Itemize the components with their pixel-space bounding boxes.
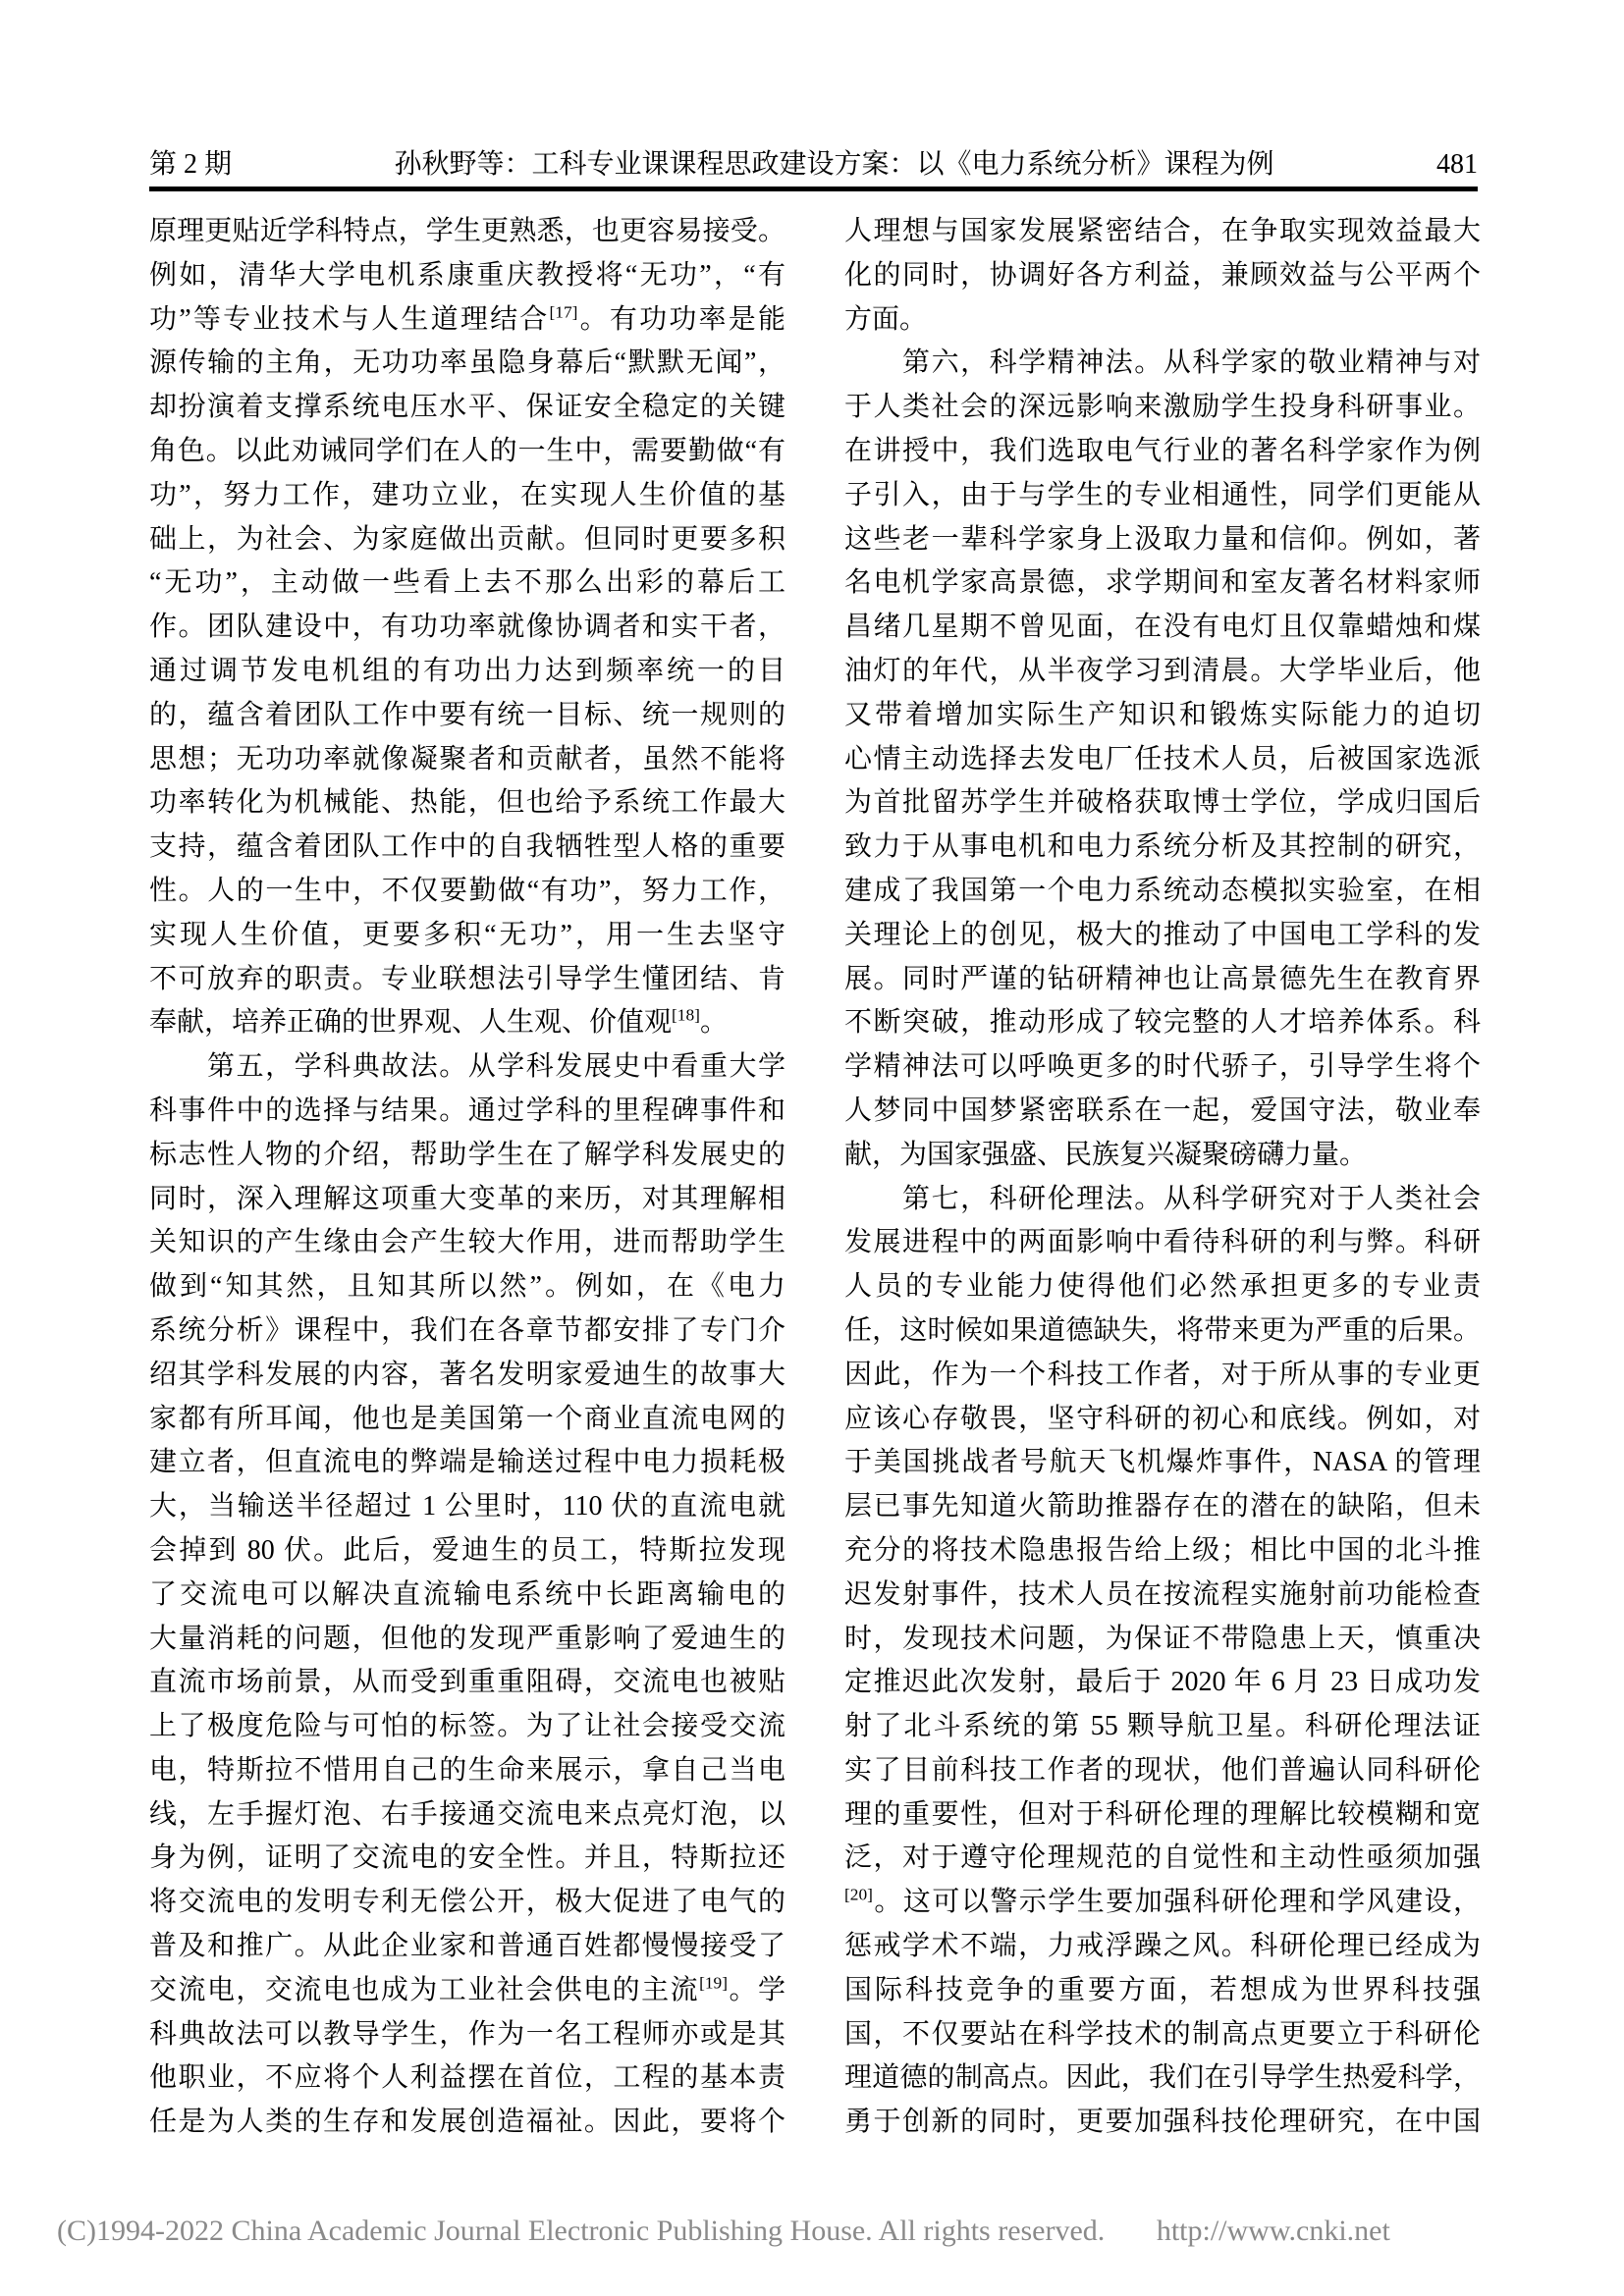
text-line: 勇于创新的同时，更要加强科技伦理研究，在中国 xyxy=(844,2107,1481,2138)
citation-ref: [20] xyxy=(844,1885,873,1904)
text-line: 支持，蕴含着团队工作中的自我牺牲型人格的重要 xyxy=(149,831,785,863)
text-line: 心情主动选择去发电厂任技术人员，后被国家选派 xyxy=(844,743,1481,774)
text-line: 泛，对于遵守伦理规范的自觉性和主动性亟须加强 xyxy=(844,1842,1481,1874)
text-line: 原理更贴近学科特点，学生更熟悉，也更容易接受。 xyxy=(149,216,785,246)
text-line: 子引入，由于与学生的专业相通性，同学们更能从 xyxy=(844,479,1481,510)
text-line: 应该心存敬畏，坚守科研的初心和底线。例如，对 xyxy=(844,1403,1481,1434)
running-title: 孙秋野等：工科专业课课程思政建设方案：以《电力系统分析》课程为例 xyxy=(394,149,1274,180)
text-line: 第五，学科典故法。从学科发展史中看重大学 xyxy=(149,1051,785,1083)
text-line: 学精神法可以呼唤更多的时代骄子，引导学生将个 xyxy=(844,1051,1481,1083)
page-header xyxy=(149,147,1478,183)
citation-ref: [18] xyxy=(672,1006,700,1026)
text-line: 层已事先知道火箭助推器存在的潜在的缺陷，但未 xyxy=(844,1491,1481,1522)
text-line: “无功”，主动做一些看上去不那么出彩的幕后工 xyxy=(149,567,785,599)
text-line: 人理想与国家发展紧密结合，在争取实现效益最大 xyxy=(844,216,1481,246)
text-line: 这些老一辈科学家身上汲取力量和信仰。例如，著 xyxy=(844,523,1481,555)
text-line: 身为例，证明了交流电的安全性。并且，特斯拉还 xyxy=(149,1842,785,1874)
text-line: 名电机学家高景德，求学期间和室友著名材料家师 xyxy=(844,567,1481,599)
text-line: 同时，深入理解这项重大变革的来历，对其理解相 xyxy=(149,1183,785,1214)
cnki-url: http://www.cnki.net xyxy=(1156,2215,1390,2247)
text-line: 建立者，但直流电的弊端是输送过程中电力损耗极 xyxy=(149,1447,785,1478)
text-line: 不断突破，推动形成了较完整的人才培养体系。科 xyxy=(844,1007,1481,1039)
text-line: 展。同时严谨的钻研精神也让高景德先生在教育界 xyxy=(844,963,1481,994)
text-line: 科典故法可以教导学生，作为一名工程师亦或是其 xyxy=(149,2018,785,2050)
text-line: 惩戒学术不端，力戒浮躁之风。科研伦理已经成为 xyxy=(844,1931,1481,1962)
text-line: 为首批留苏学生并破格获取博士学位，学成归国后 xyxy=(844,787,1481,819)
text-line: 的，蕴含着团队工作中要有统一目标、统一规则的 xyxy=(149,699,785,730)
text-line: 射了北斗系统的第 55 颗导航卫星。科研伦理法证 xyxy=(844,1711,1481,1742)
text-line: 上了极度危险与可怕的标签。为了让社会接受交流 xyxy=(149,1711,785,1742)
text-line: 在讲授中，我们选取电气行业的著名科学家作为例 xyxy=(844,435,1481,466)
text-line: 昌绪几星期不曾见面，在没有电灯且仅靠蜡烛和煤 xyxy=(844,612,1481,643)
issue-label: 第 2 期 xyxy=(149,149,233,180)
text-line: 实了目前科技工作者的现状，他们普遍认同科研伦 xyxy=(844,1754,1481,1786)
page-footer xyxy=(57,2213,1589,2250)
text-line: 第七，科研伦理法。从科学研究对于人类社会 xyxy=(844,1183,1481,1214)
text-line: 发展进程中的两面影响中看待科研的利与弊。科研 xyxy=(844,1227,1481,1258)
text-line: 时，发现技术问题，为保证不带隐患上天，慎重决 xyxy=(844,1623,1481,1654)
text-line: 关理论上的创见，极大的推动了中国电工学科的发 xyxy=(844,919,1481,950)
copyright-text: (C)1994-2022 China Academic Journal Electronic Publishing House. All rights reserved. xyxy=(57,2215,1106,2247)
text-line: 人梦同中国梦紧密联系在一起，爱国守法，敬业奉 xyxy=(844,1095,1481,1126)
text-line: 理道德的制高点。因此，我们在引导学生热爱科学， xyxy=(844,2062,1481,2094)
text-line: 系统分析》课程中，我们在各章节都安排了专门介 xyxy=(149,1314,785,1346)
text-line: 通过调节发电机组的有功出力达到频率统一的目 xyxy=(149,655,785,686)
text-line: 献，为国家强盛、民族复兴凝聚磅礴力量。 xyxy=(844,1139,1368,1170)
text-line: 不可放弃的职责。专业联想法引导学生懂团结、肯 xyxy=(149,963,785,994)
text-line: 理的重要性，但对于科研伦理的理解比较模糊和宽 xyxy=(844,1798,1481,1830)
text-line: 迟发射事件，技术人员在按流程实施射前功能检查 xyxy=(844,1578,1481,1610)
text-line: 标志性人物的介绍，帮助学生在了解学科发展史的 xyxy=(149,1139,785,1170)
text-column-right xyxy=(844,210,1481,2145)
text-line: 了交流电可以解决直流输电系统中长距离输电的 xyxy=(149,1578,785,1610)
text-line: 交流电，交流电也成为工业社会供电的主流[19]。学 xyxy=(149,1973,785,2005)
text-line: 于美国挑战者号航天飞机爆炸事件，NASA 的管理 xyxy=(844,1447,1481,1478)
text-line: 却扮演着支撑系统电压水平、保证安全稳定的关键 xyxy=(149,392,785,423)
text-line: 第六，科学精神法。从科学家的敬业精神与对 xyxy=(844,347,1481,379)
text-line: [20]。这可以警示学生要加强科研伦理和学风建设， xyxy=(844,1885,1481,1918)
text-line: 直流市场前景，从而受到重重阻碍，交流电也被贴 xyxy=(149,1667,785,1698)
text-line: 奉献，培养正确的世界观、人生观、价值观[18]。 xyxy=(149,1006,728,1039)
text-line: 角色。以此劝诫同学们在人的一生中，需要勤做“有 xyxy=(149,435,785,466)
text-line: 任是为人类的生存和发展创造福祉。因此，要将个 xyxy=(149,2107,785,2138)
text-line: 源传输的主角，无功功率虽隐身幕后“默默无闻”， xyxy=(149,347,785,379)
text-line: 做到“知其然，且知其所以然”。例如，在《电力 xyxy=(149,1271,785,1303)
text-line: 充分的将技术隐患报告给上级；相比中国的北斗推 xyxy=(844,1534,1481,1566)
text-line: 功”，努力工作，建功立业，在实现人生价值的基 xyxy=(149,479,785,510)
text-line: 方面。 xyxy=(844,303,928,335)
text-line: 功率转化为机械能、热能，但也给予系统工作最大 xyxy=(149,787,785,819)
text-line: 定推迟此次发射，最后于 2020 年 6 月 23 日成功发 xyxy=(844,1667,1481,1698)
text-column-left xyxy=(149,210,785,2145)
text-line: 人员的专业能力使得他们必然承担更多的专业责 xyxy=(844,1271,1481,1303)
header-rule xyxy=(149,187,1478,191)
text-line: 功”等专业技术与人生道理结合[17]。有功功率是能 xyxy=(149,302,785,335)
text-line: 建成了我国第一个电力系统动态模拟实验室，在相 xyxy=(844,875,1481,906)
text-line: 会掉到 80 伏。此后，爱迪生的员工，特斯拉发现 xyxy=(149,1534,785,1566)
text-line: 致力于从事电机和电力系统分析及其控制的研究， xyxy=(844,831,1481,863)
text-line: 性。人的一生中，不仅要勤做“有功”，努力工作， xyxy=(149,875,785,906)
text-line: 大，当输送半径超过 1 公里时，110 伏的直流电就 xyxy=(149,1491,785,1522)
text-line: 家都有所耳闻，他也是美国第一个商业直流电网的 xyxy=(149,1403,785,1434)
text-line: 化的同时，协调好各方利益，兼顾效益与公平两个 xyxy=(844,259,1481,291)
text-line: 绍其学科发展的内容，著名发明家爱迪生的故事大 xyxy=(149,1359,785,1390)
text-line: 他职业，不应将个人利益摆在首位，工程的基本责 xyxy=(149,2062,785,2094)
text-line: 作。团队建设中，有功功率就像协调者和实干者， xyxy=(149,612,785,643)
citation-ref: [19] xyxy=(699,1973,729,1993)
text-line: 思想；无功功率就像凝聚者和贡献者，虽然不能将 xyxy=(149,743,785,774)
text-line: 于人类社会的深远影响来激励学生投身科研事业。 xyxy=(844,392,1481,423)
text-line: 线，左手握灯泡、右手接通交流电来点亮灯泡，以 xyxy=(149,1798,785,1830)
page-number: 481 xyxy=(1436,149,1478,180)
text-line: 又带着增加实际生产知识和锻炼实际能力的迫切 xyxy=(844,699,1481,730)
text-line: 电，特斯拉不惜用自己的生命来展示，拿自己当电 xyxy=(149,1754,785,1786)
citation-ref: [17] xyxy=(549,302,578,322)
text-line: 因此，作为一个科技工作者，对于所从事的专业更 xyxy=(844,1359,1481,1390)
text-line: 实现人生价值，更要多积“无功”，用一生去坚守 xyxy=(149,919,785,950)
text-line: 将交流电的发明专利无偿公开，极大促进了电气的 xyxy=(149,1887,785,1918)
text-line: 科事件中的选择与结果。通过学科的里程碑事件和 xyxy=(149,1095,785,1126)
text-line: 国际科技竞争的重要方面，若想成为世界科技强 xyxy=(844,1974,1481,2005)
text-line: 大量消耗的问题，但他的发现严重影响了爱迪生的 xyxy=(149,1623,785,1654)
text-line: 国，不仅要站在科学技术的制高点更要立于科研伦 xyxy=(844,2018,1481,2050)
text-line: 普及和推广。从此企业家和普通百姓都慢慢接受了 xyxy=(149,1931,785,1962)
text-line: 关知识的产生缘由会产生较大作用，进而帮助学生 xyxy=(149,1227,785,1258)
text-line: 础上，为社会、为家庭做出贡献。但同时更要多积 xyxy=(149,523,785,555)
text-line: 油灯的年代，从半夜学习到清晨。大学毕业后，他 xyxy=(844,655,1481,686)
text-line: 例如，清华大学电机系康重庆教授将“无功”，“有 xyxy=(149,259,785,291)
text-line: 任，这时候如果道德缺失，将带来更为严重的后果。 xyxy=(844,1314,1481,1346)
